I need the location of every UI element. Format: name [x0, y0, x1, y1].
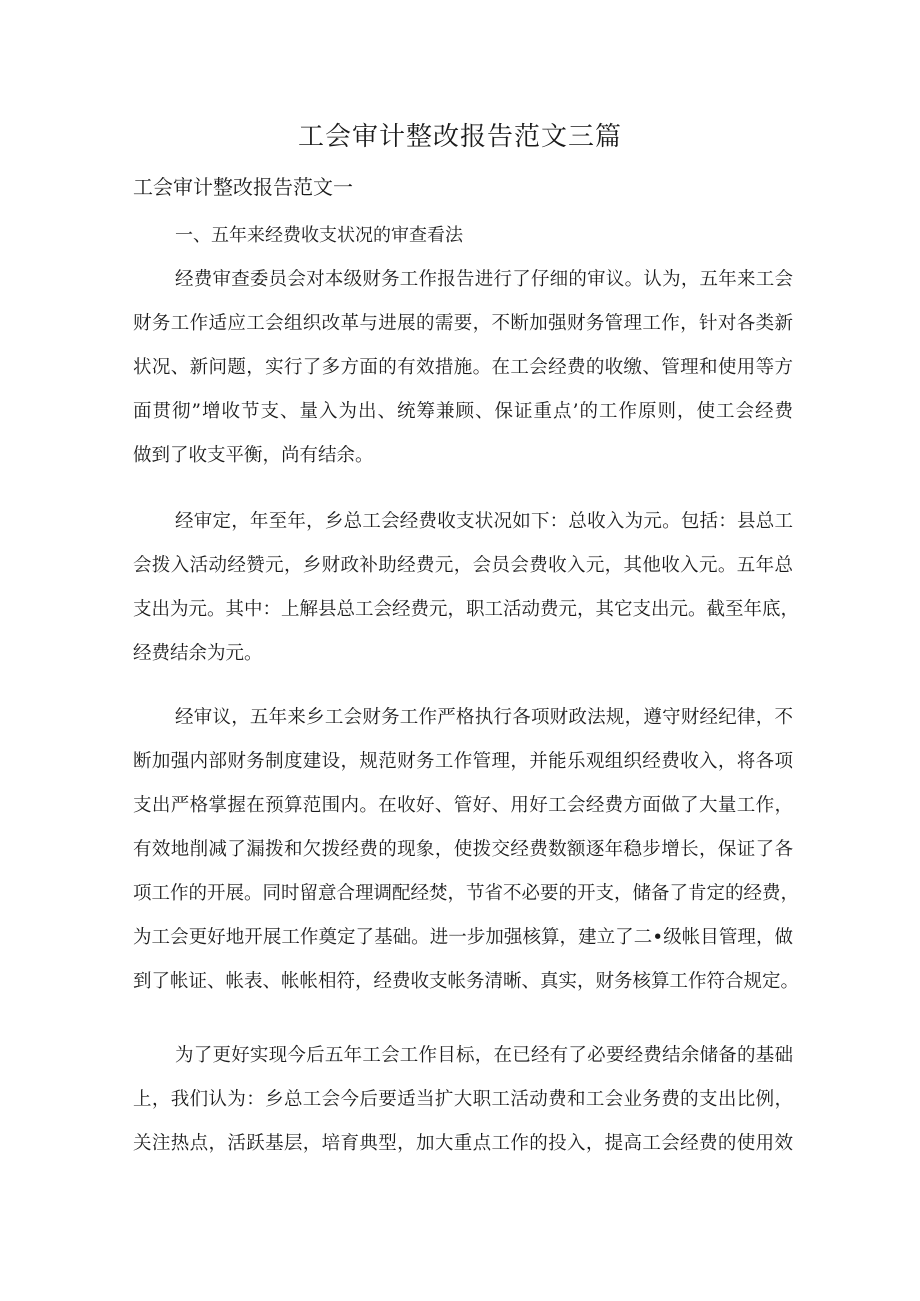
paragraph-line: 经费审查委员会对本级财务工作报告进行了仔细的审议。认为，五年来工会 — [175, 269, 793, 290]
paragraph — [133, 1034, 793, 1166]
paragraph-line: 项工作的开展。同时留意合理调配经焚，节省不必要的开支，储备了肯定的经费， — [133, 883, 800, 904]
document-title: 工会审计整改报告范文三篇 — [297, 122, 622, 152]
paragraph-line: 为工会更好地开展工作奠定了基础。进一步加强核算，建立了二•级帐目管理，做 — [133, 927, 793, 948]
paragraph-line: 支出严格掌握在预算范围内。在收好、管好、用好工会经费方面做了大量工作， — [133, 795, 793, 816]
paragraph-line: 上，我们认为：乡总工会今后要适当扩大职工活动费和工会业务费的支出比例， — [133, 1089, 793, 1110]
paragraph-line: 支出为元。其中：上解县总工会经费元，职工活动费元，其它支出元。截至年底， — [133, 599, 800, 620]
section-heading: 工会审计整改报告范文一 — [133, 175, 353, 199]
subheading: 一、五年来经费收支状况的审查看法 — [175, 225, 463, 246]
paragraph-line: 有效地削减了漏拨和欠拨经费的现象，使拨交经费数额逐年稳步增长，保证了各 — [133, 839, 793, 860]
paragraph-line: 财务工作适应工会组织改革与进展的需要，不断加强财务管理工作，针对各类新 — [133, 313, 793, 334]
paragraph-line: 关注热点，活跃基层，培育典型，加大重点工作的投入，提高工会经费的使用效 — [133, 1133, 793, 1154]
paragraph — [133, 258, 793, 478]
paragraph-line: 经费结余为元。 — [133, 643, 263, 664]
paragraph-line: 经审议，五年来乡工会财务工作严格执行各项财政法规，遵守财经纪律，不 — [175, 707, 793, 728]
paragraph-line: 状况、新问题，实行了多方面的有效措施。在工会经费的收缴、管理和使用等方 — [133, 357, 793, 378]
paragraph-line: 会拨入活动经赞元，乡财政补助经费元，会员会费收入元，其他收入元。五年总 — [133, 555, 793, 576]
paragraph — [133, 696, 800, 1004]
paragraph — [133, 500, 800, 676]
paragraph-line: 经审定，年至年，乡总工会经费收支状况如下：总收入为元。包括：县总工 — [175, 511, 793, 532]
paragraph-line: 为了更好实现今后五年工会工作目标，在已经有了必要经费结余储备的基础 — [175, 1045, 793, 1066]
paragraph-line: 到了帐证、帐表、帐帐相符，经费收支帐务清晰、真实，财务核算工作符合规定。 — [133, 971, 800, 992]
paragraph-line: 面贯彻”增收节支、量入为出、统筹兼顾、保证重点’的工作原则，使工会经费 — [133, 401, 793, 422]
paragraph-line: 做到了收支平衡，尚有结余。 — [133, 445, 374, 466]
paragraph-line: 断加强内部财务制度建设，规范财务工作管理，并能乐观组织经费收入，将各项 — [133, 751, 793, 772]
